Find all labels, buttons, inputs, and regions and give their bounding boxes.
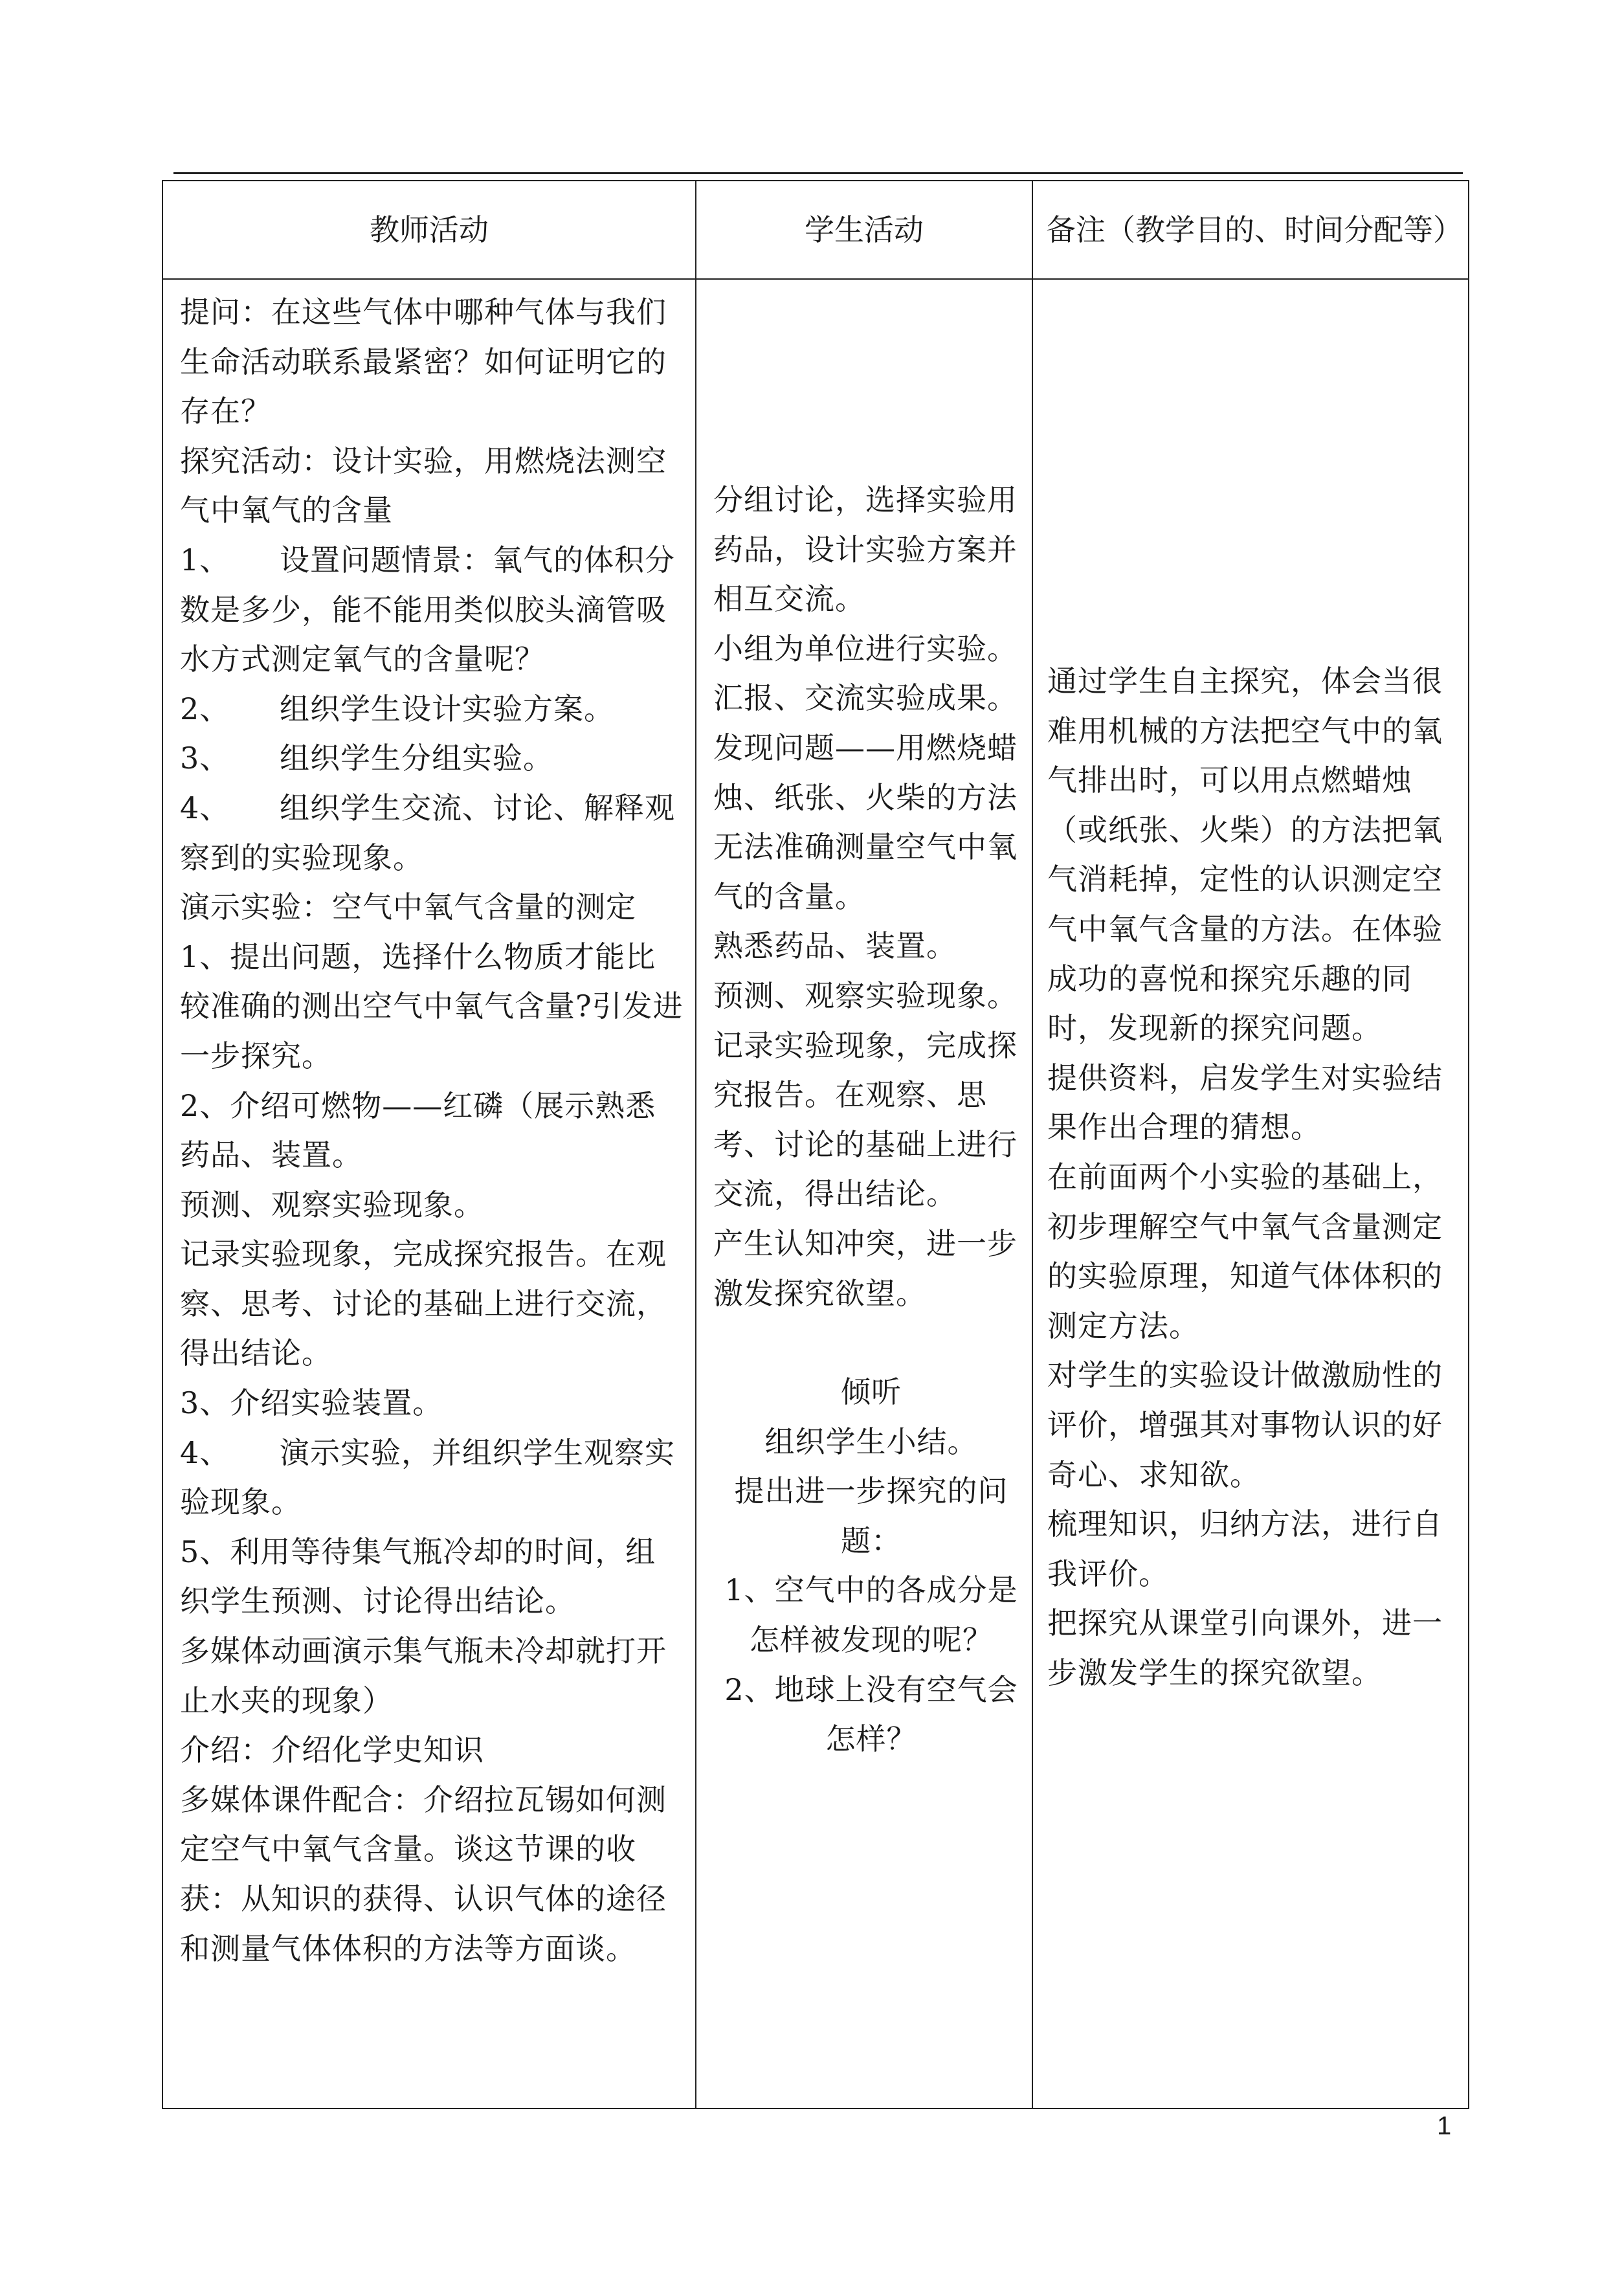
teacher-paragraph: [180, 535, 684, 684]
student-activity-group-2: [713, 1367, 1029, 1764]
student-paragraph: 记录实验现象，完成探究报告。在观察、思考、讨论的基础上进行交流，得出结论。: [713, 1027, 1018, 1212]
header-student-activity: 学生活动: [696, 181, 1032, 279]
teacher-paragraph: 提问：在这些气体中哪种气体与我们生命活动联系最紧密？如何证明它的存在？: [180, 295, 667, 429]
lesson-plan-table: [162, 180, 1469, 2109]
table-body-row: [162, 279, 1469, 2108]
teacher-paragraph: [180, 1428, 684, 1527]
teacher-paragraph: 演示实验：空气中氧气含量的测定: [180, 889, 636, 925]
student-paragraph: 发现问题——用燃烧蜡烛、纸张、火柴的方法无法准确测量空气中氧气的含量。: [713, 730, 1018, 914]
teacher-paragraph: 预测、观察实验现象。: [180, 1187, 484, 1222]
teacher-paragraph-number: 4、: [180, 1435, 230, 1470]
teacher-paragraph: [180, 684, 684, 734]
teacher-paragraph: [180, 733, 684, 783]
teacher-paragraph-number: 4、: [180, 790, 230, 825]
notes-paragraph: 对学生的实验设计做激励性的评价，增强其对事物认识的好奇心、求知欲。: [1047, 1358, 1443, 1492]
notes-paragraph: 通过学生自主探究，体会当很难用机械的方法把空气中的氧气排出时，可以用点燃蜡烛（或纸张、火柴）的方法把氧气消耗掉，定性的认识测定空气中氧气含量的方法。在体验成功的喜悦和探究乐趣的同时，发现新的探究问题。: [1047, 664, 1443, 1046]
teacher-activity-text: [163, 280, 695, 1973]
notes-paragraph: 把探究从课堂引向课外，进一步激发学生的探究欲望。: [1047, 1605, 1443, 1690]
teacher-paragraph: 多媒体课件配合：介绍拉瓦锡如何测定空气中氧气含量。谈这节课的收获：从知识的获得、认识气体的途径和测量气体体积的方法等方面谈。: [180, 1782, 667, 1966]
teacher-paragraph-number: 1、: [180, 542, 230, 577]
teacher-paragraph-text: 设置问题情景：氧气的体积分数是多少，能不能用类似胶头滴管吸水方式测定氧气的含量呢？: [180, 542, 675, 677]
teacher-activity-cell: [162, 279, 696, 2108]
student-paragraph: 产生认知冲突，进一步激发探究欲望。: [713, 1225, 1018, 1311]
student-paragraph: 分组讨论，选择实验用药品，设计实验方案并相互交流。: [713, 482, 1018, 617]
table-header-row: [162, 181, 1469, 279]
notes-cell: [1032, 279, 1469, 2108]
notes-paragraph: 提供资料，启发学生对实验结果作出合理的猜想。: [1047, 1060, 1443, 1145]
notes-paragraph: 梳理知识，归纳方法，进行自我评价。: [1047, 1506, 1443, 1591]
teacher-paragraph: 5、利用等待集气瓶冷却的时间，组织学生预测、讨论得出结论。: [180, 1534, 656, 1619]
student-paragraph: 1、空气中的各成分是怎样被发现的呢？: [724, 1572, 1018, 1658]
spacer: [713, 1318, 1029, 1367]
teacher-paragraph: 1、提出问题，选择什么物质才能比较准确的测出空气中氧气含量?引发进一步探究。: [180, 939, 684, 1073]
teacher-paragraph: [180, 783, 684, 882]
notes-text: [1033, 280, 1468, 1697]
student-paragraph: 提出进一步探究的问题：: [734, 1473, 1008, 1558]
teacher-paragraph: 探究活动：设计实验，用燃烧法测空气中氧气的含量: [180, 443, 667, 528]
teacher-paragraph-text: 组织学生交流、讨论、解释观察到的实验现象。: [180, 790, 675, 875]
student-paragraph: 熟悉药品、装置。: [713, 928, 957, 964]
teacher-paragraph: 记录实验现象，完成探究报告。在观察、思考、讨论的基础上进行交流，得出结论。: [180, 1236, 667, 1371]
student-paragraph: 汇报、交流实验成果。: [713, 680, 1018, 716]
student-activity-text: [696, 280, 1032, 1764]
teacher-paragraph-text: 组织学生设计实验方案。: [280, 691, 614, 726]
teacher-paragraph: 2、介绍可燃物——红磷（展示熟悉药品、装置。: [180, 1088, 656, 1173]
notes-paragraph: 在前面两个小实验的基础上，初步理解空气中氧气含量测定的实验原理，知道气体体积的测定方法。: [1047, 1159, 1443, 1343]
student-paragraph: 2、地球上没有空气会怎样？: [724, 1672, 1018, 1757]
teacher-paragraph: 多媒体动画演示集气瓶未冷却就打开止水夹的现象）: [180, 1633, 667, 1718]
student-paragraph: 预测、观察实验现象。: [713, 978, 1018, 1013]
teacher-paragraph-text: 演示实验，并组织学生观察实验现象。: [180, 1435, 675, 1520]
teacher-paragraph: 介绍：介绍化学史知识: [180, 1732, 484, 1768]
header-teacher-activity: 教师活动: [162, 181, 696, 279]
student-paragraph: 倾听: [841, 1374, 902, 1410]
student-paragraph: 小组为单位进行实验。: [713, 631, 1018, 666]
page-number: 1: [1437, 2112, 1452, 2140]
teacher-paragraph: 3、介绍实验装置。: [180, 1385, 443, 1421]
student-activity-group-1: [713, 475, 1029, 1318]
student-paragraph: 组织学生小结。: [764, 1424, 978, 1459]
header-rule: [173, 172, 1463, 174]
header-notes: 备注（教学目的、时间分配等）: [1032, 181, 1469, 279]
teacher-paragraph-number: 2、: [180, 691, 230, 726]
teacher-paragraph-number: 3、: [180, 741, 230, 776]
student-activity-cell: [696, 279, 1032, 2108]
teacher-paragraph-text: 组织学生分组实验。: [280, 741, 553, 776]
